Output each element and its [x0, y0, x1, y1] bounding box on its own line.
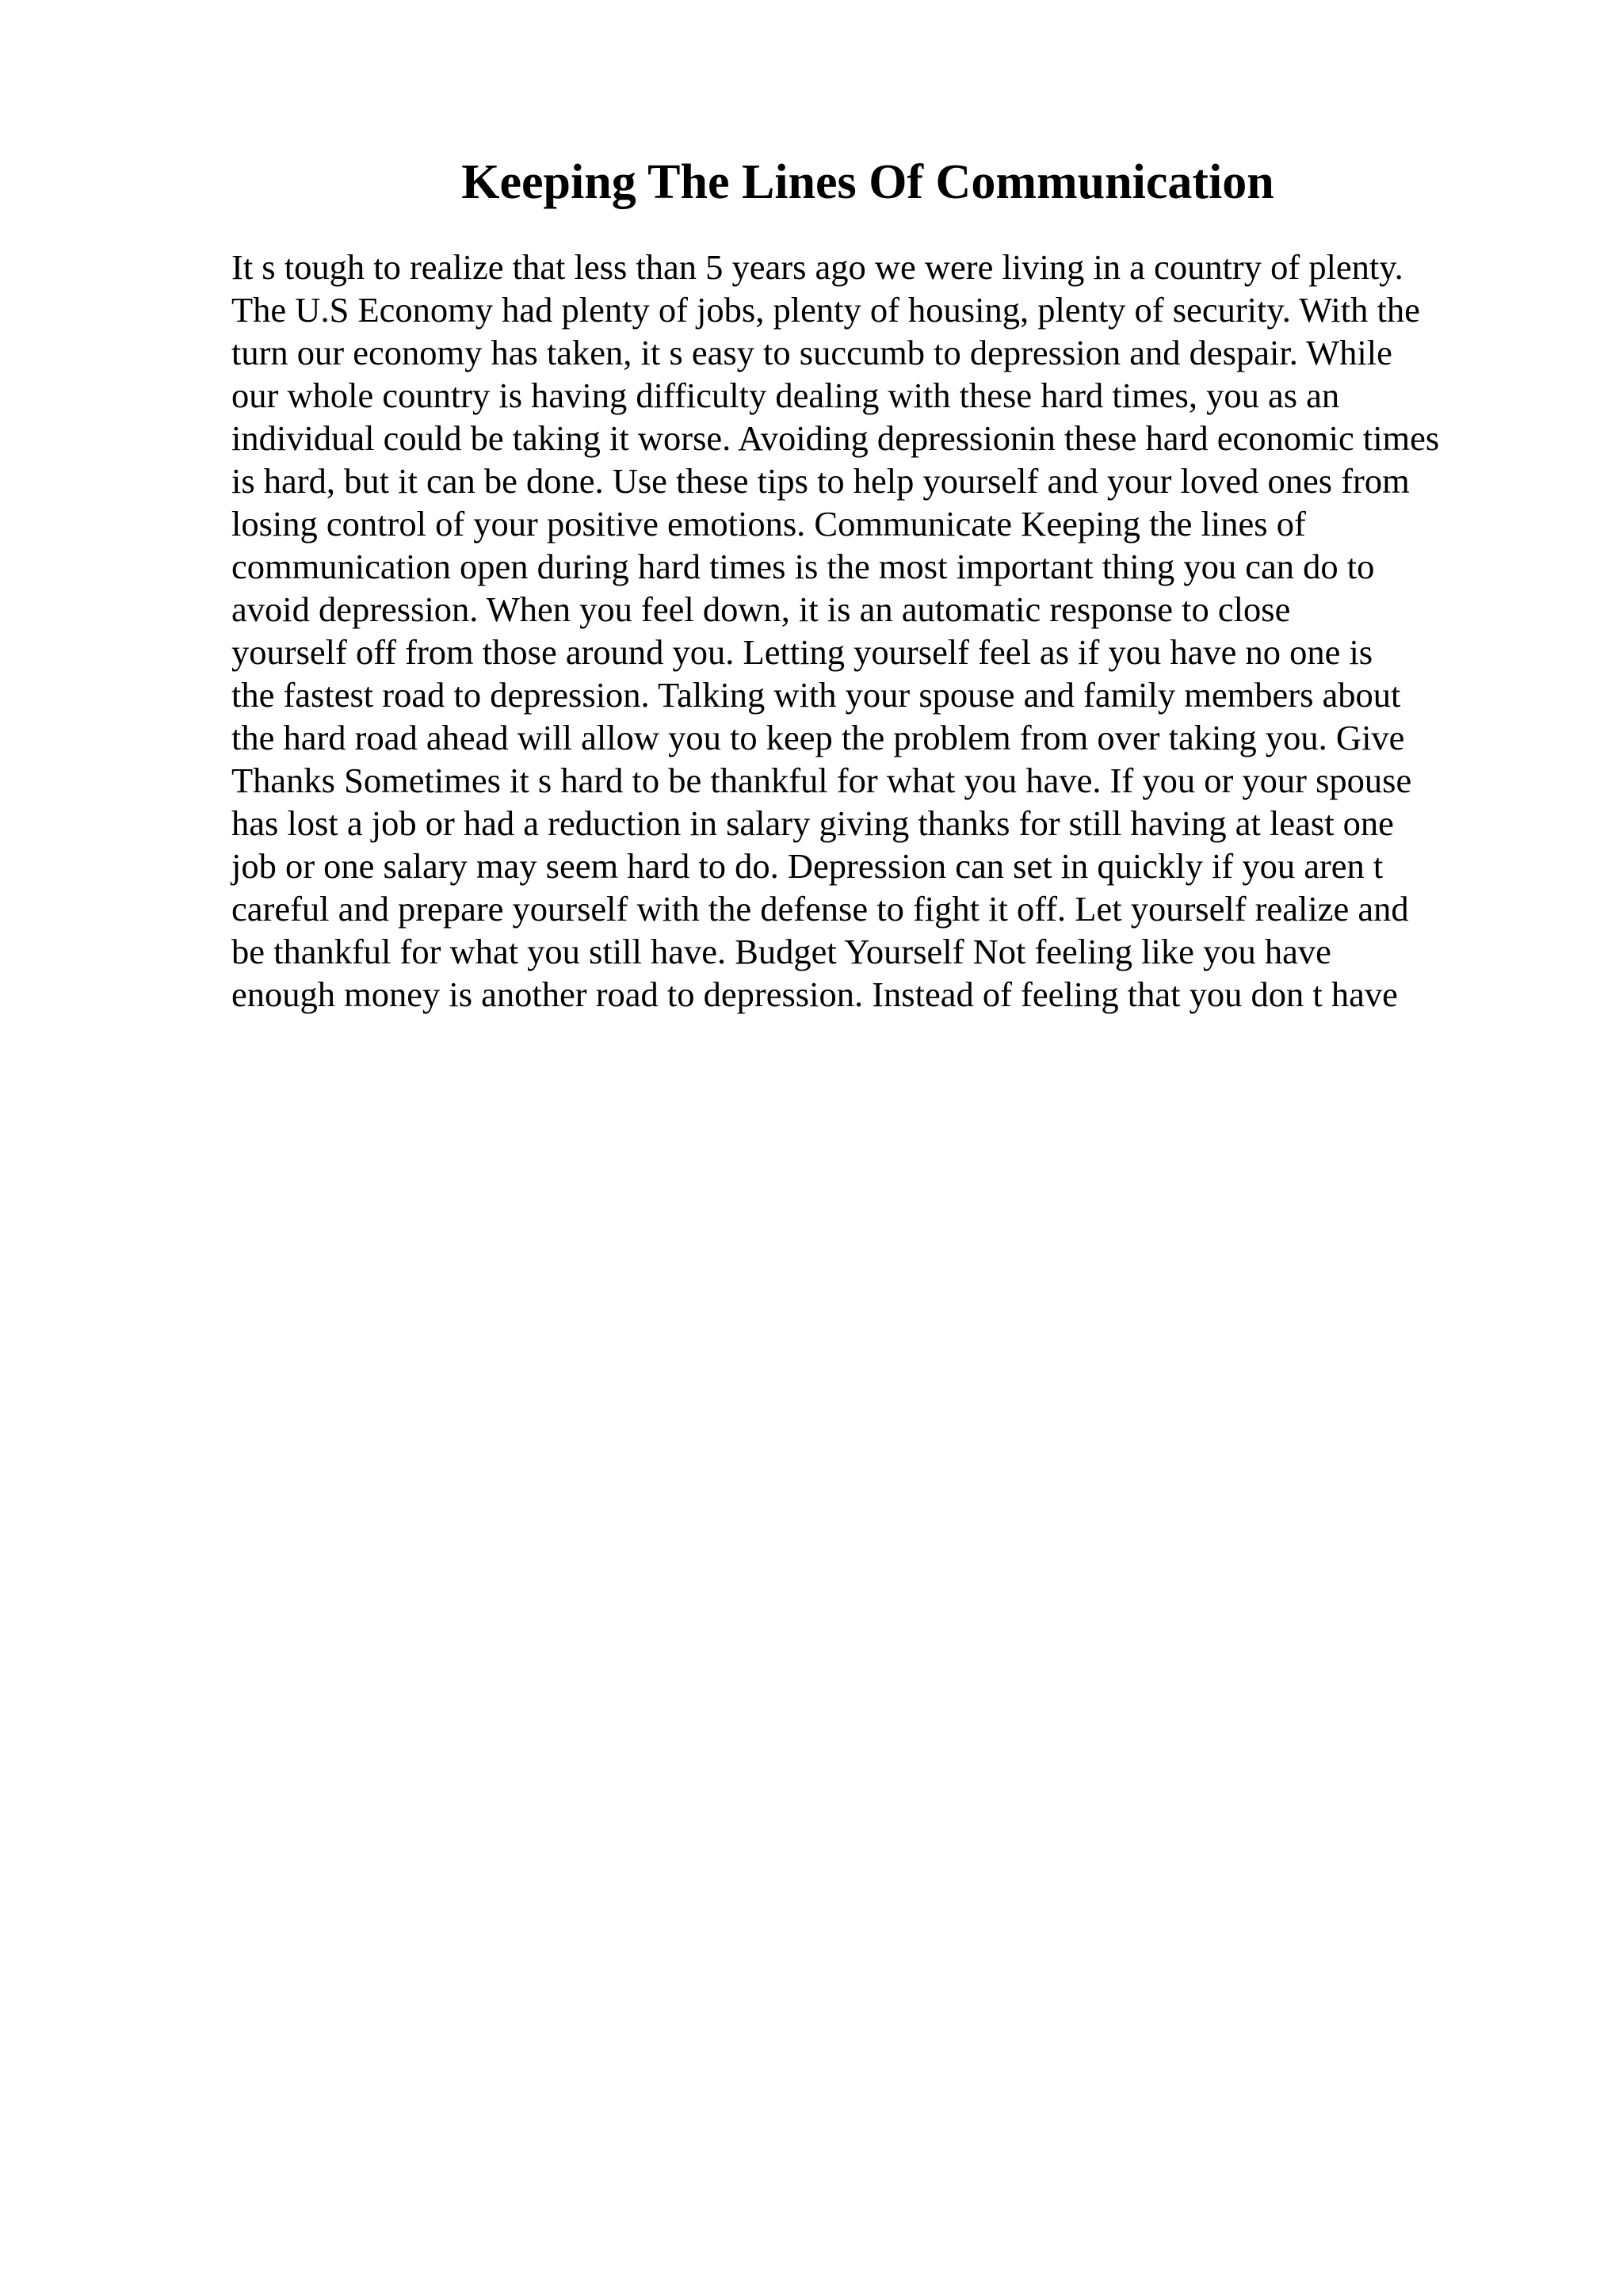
- text-line: avoid depression. When you feel down, it is an automatic response to close: [231, 589, 1291, 629]
- text-line: our whole country is having difficulty dealing with these hard times, you as an: [231, 376, 1340, 415]
- text-line: careful and prepare yourself with the defense to fight it off. Let yourself realize and: [231, 889, 1409, 929]
- text-line: The U.S Economy had plenty of jobs, plenty of housing, plenty of security. With the: [231, 290, 1420, 330]
- text-line: is hard, but it can be done. Use these tips to help yourself and your loved ones from: [231, 461, 1410, 501]
- text-line: be thankful for what you still have. Budget Yourself Not feeling like you have: [231, 932, 1331, 971]
- text-line: turn our economy has taken, it s easy to succumb to depression and despair. While: [231, 333, 1392, 372]
- document-title: Keeping The Lines Of Communication: [461, 155, 1274, 209]
- text-line: the fastest road to depression. Talking with your spouse and family members about: [231, 675, 1401, 715]
- text-line: enough money is another road to depression. Instead of feeling that you don t have: [231, 974, 1398, 1014]
- text-line: job or one salary may seem hard to do. Depression can set in quickly if you aren t: [231, 846, 1384, 886]
- text-line: individual could be taking it worse. Avoiding depressionin these hard economic times: [231, 418, 1440, 458]
- body-paragraph: [231, 246, 1515, 1016]
- text-line: communication open during hard times is the most important thing you can do to: [231, 547, 1375, 586]
- text-line: Thanks Sometimes it s hard to be thankful for what you have. If you or your spouse: [231, 761, 1412, 800]
- text-line: It s tough to realize that less than 5 years ago we were living in a country of plenty.: [231, 247, 1403, 287]
- text-line: yourself off from those around you. Letting yourself feel as if you have no one is: [231, 632, 1373, 672]
- text-line: the hard road ahead will allow you to keep the problem from over taking you. Give: [231, 718, 1405, 757]
- text-line: losing control of your positive emotions. Communicate Keeping the lines of: [231, 504, 1306, 543]
- text-line: has lost a job or had a reduction in salary giving thanks for still having at least one: [231, 803, 1394, 843]
